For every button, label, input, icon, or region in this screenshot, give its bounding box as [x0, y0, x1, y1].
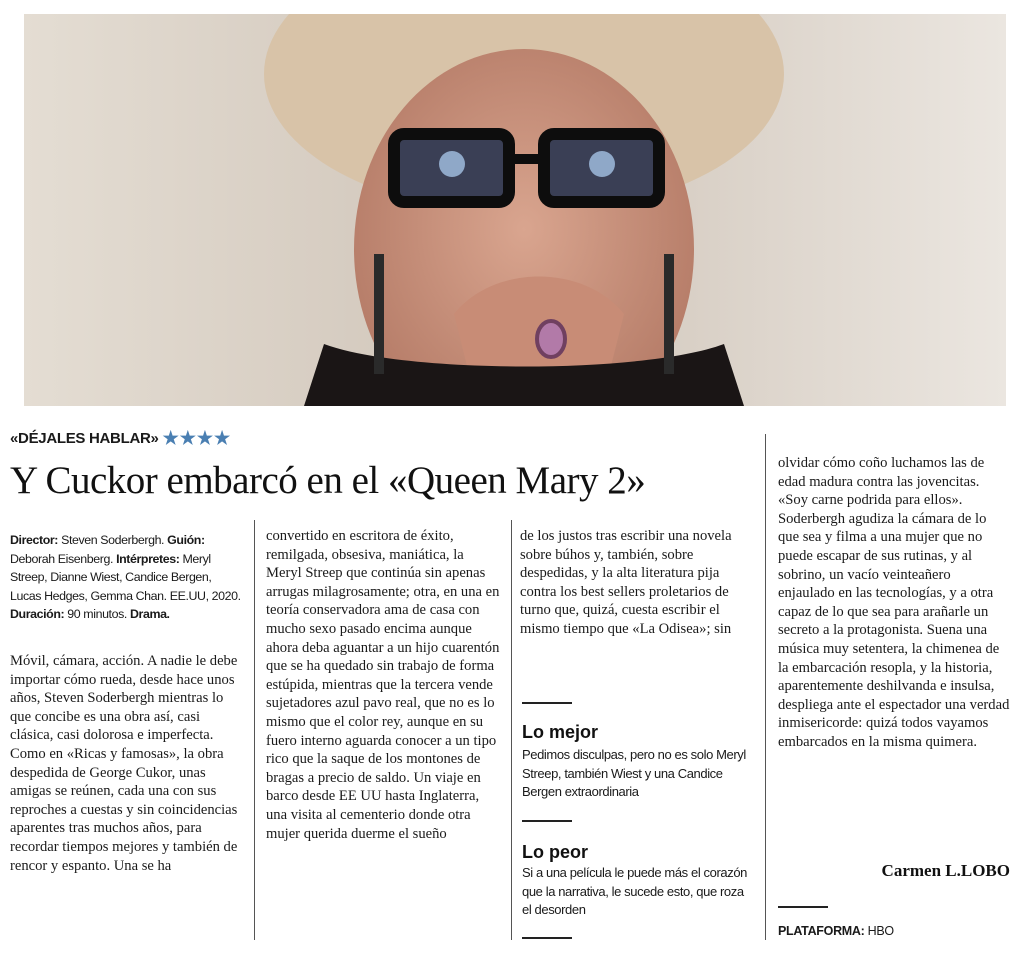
review-photo — [24, 14, 1006, 406]
duration-label: Duración: — [10, 607, 65, 621]
rating-stars: ★★★★ — [162, 428, 232, 448]
article-column-1 — [10, 652, 242, 875]
body-text-1: Móvil, cámara, acción. A nadie le debe importar cómo rueda, desde hace unos años, Steven Soderbergh mientras lo que concibe es una obra así, casi clásica, casi dolorosa e imperfecta. Como en «Ricas y famosas», la obra despedida de George Cukor, unas amigas se reúnen, cada una con sus reproches a cuestas y sin coincidencias aparentes tras muchos años, para recordar tiempos mejores y también de rencor y espanto. Una se ha — [10, 653, 238, 874]
section-rule — [778, 906, 828, 908]
director-value: Steven Soderbergh. — [58, 533, 168, 547]
cast-label: Intérpretes: — [116, 551, 180, 566]
platform-info — [778, 924, 894, 938]
worst-heading: Lo peor — [522, 842, 588, 862]
script-value: Deborah Eisenberg. — [10, 551, 117, 566]
author-signature: Carmen L.LOBO — [881, 861, 1010, 880]
genre-value: Drama. — [129, 607, 170, 621]
platform-value: HBO — [864, 924, 894, 938]
cast-value: Meryl Streep, Dianne Wiest, Candice Bergen, Lucas Hedges, Gemma Chan. EE.UU, 2020. — [10, 551, 241, 603]
headline: Y Cuckor embarcó en el «Queen Mary 2» — [10, 459, 646, 502]
column-divider — [511, 520, 512, 940]
body-text-2: convertido en escritora de éxito, remilgada, obsesiva, maniática, la Meryl Streep que continúa sin apenas arrugas milagrosamente; otra, en una en teoría conservadora ama de casa con mucho sexo pasado encima aunque ahora deba aguantar a un hijo cuarentón que se ha quedado sin trabajo de forma estúpida, mientras que la tercera vende sujetadores azul pavo real, que no es lo mismo que el color rey, aunque en su fuero interno aguarda conocer a un tipo rico que la saque de los montones de bragas a precio de saldo. Un viaje en barco desde EE UU hasta Inglaterra, una visita al cementerio donde otra mujer querida duerme el sueño — [266, 528, 500, 842]
article-column-2 — [266, 527, 502, 843]
section-rule — [522, 820, 572, 822]
body-text-3: de los justos tras escribir una novela sobre búhos y, también, sobre despedidas, y la alta literatura pija contra los best sellers proletarios de turno que, quizá, cuesta escribir el mismo tiempo que «La Odisea»; sin — [520, 528, 732, 637]
platform-label: PLATAFORMA: — [778, 924, 865, 938]
column-divider — [254, 520, 255, 940]
film-credits — [10, 531, 242, 624]
section-rule — [522, 702, 572, 704]
column-divider — [765, 434, 766, 940]
worst-text: Si a una película le puede más el corazón que la narrativa, le sucede esto, que roza el desorden — [522, 865, 747, 917]
director-label: Director: — [10, 533, 59, 547]
duration-value: 90 minutos. — [64, 607, 130, 621]
script-label: Guión: — [167, 533, 205, 547]
body-text-4: olvidar cómo coño luchamos las de edad madura contra las jovencitas. «Soy carne podrida para ellos». Soderbergh agudiza la cámara de lo que sea y filma a una mujer que no puede escapar de sus rutinas, y al sobrino, un vacío veinteañero enjaulado en las tecnologías, y a otra capaz de lo que sea para arañarle un secreto a la protagonista. Suena una música muy setentera, la chimenea de la embarcación resopla, y la historia, aparentemente deshilvanda e insulsa, despliega ante el espectador una verdad inmisericorde: quizá todos vayamos embarcados en la misma quimera. — [778, 455, 1010, 750]
article-column-3 — [520, 527, 756, 639]
kicker-text: «DÉJALES HABLAR» — [10, 430, 159, 447]
section-rule — [522, 937, 572, 939]
article-column-4 — [778, 454, 1010, 752]
best-heading: Lo mejor — [522, 722, 599, 742]
best-text: Pedimos disculpas, pero no es solo Meryl Streep, también Wiest y una Candice Bergen extraordinaria — [522, 747, 746, 799]
section-kicker — [10, 428, 231, 449]
